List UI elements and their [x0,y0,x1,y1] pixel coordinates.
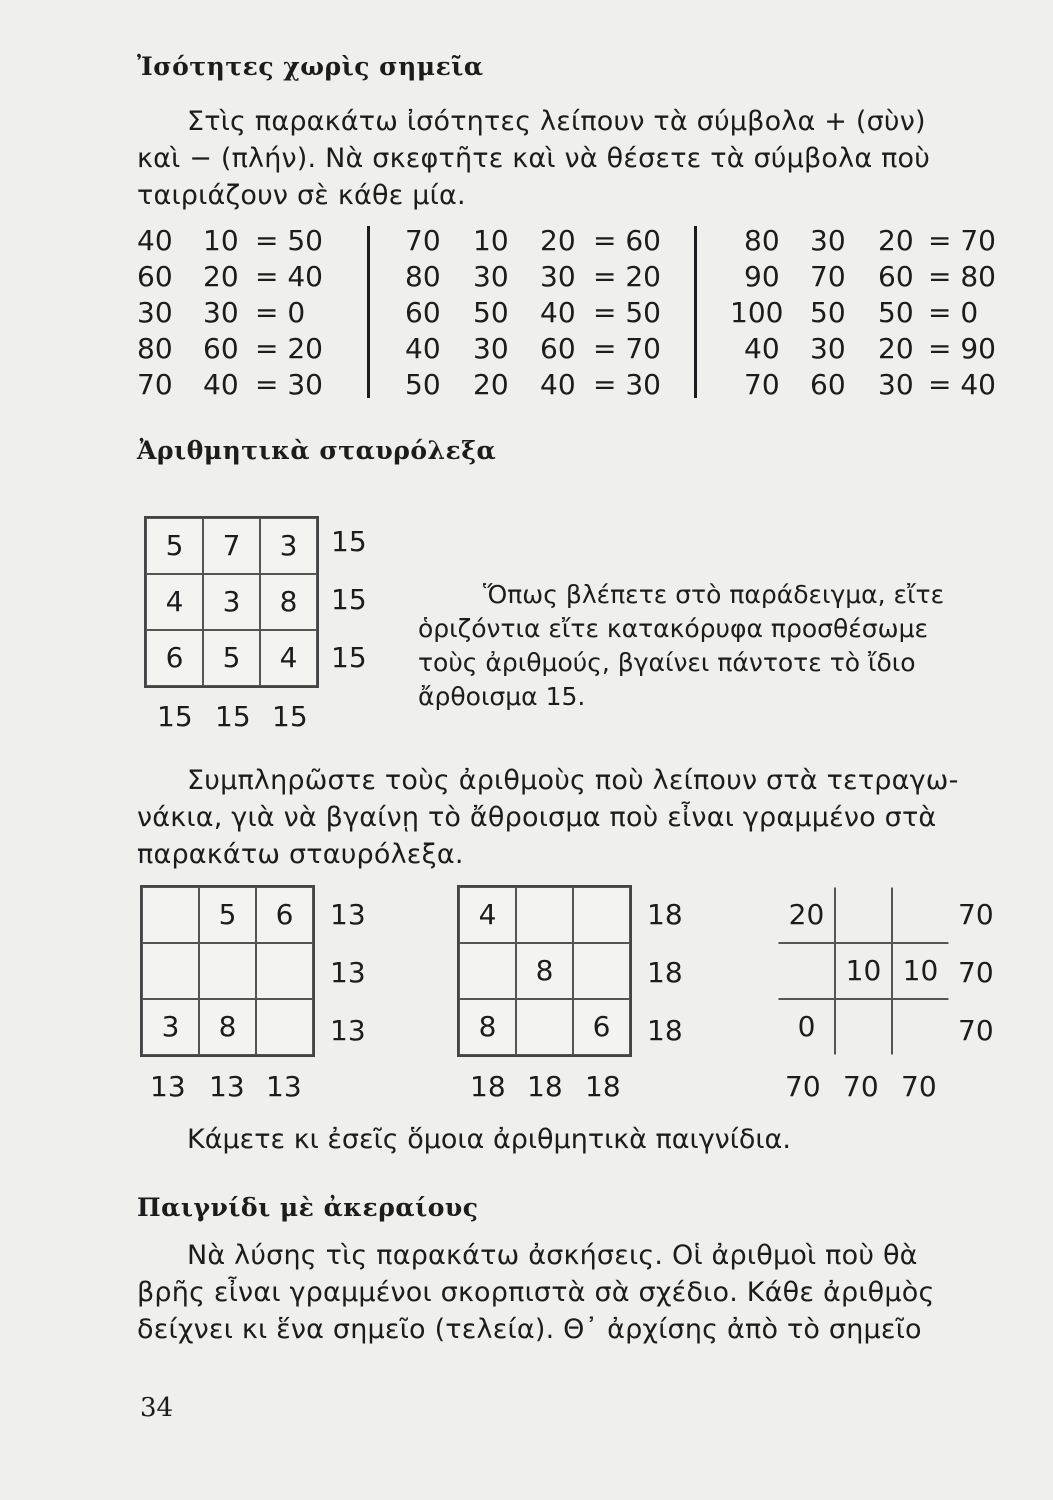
grid-cell[interactable]: 0 [778,999,835,1055]
grid-cell[interactable] [256,943,313,999]
row-sum: 15 [331,641,367,674]
column-sum: 13 [150,1070,186,1103]
grid-cell[interactable] [835,887,892,943]
section-heading-crosswords: Ἀριθμητικὰ σταυρόλεξα [137,436,497,465]
grid-cell[interactable]: 3 [142,999,199,1055]
grid-cell[interactable] [199,943,256,999]
crossword-instruction [137,762,1005,873]
column-sum: 15 [272,700,308,733]
puzzle-grid-1 [140,885,315,1057]
grid-cell[interactable] [573,887,630,943]
row-sum: 15 [331,583,367,616]
grid-cell: 5 [203,630,260,686]
explanation-line: ὁριζόντια εἴτε κατακόρυφα προσθέσωμε [418,614,928,643]
row-sum: 18 [647,956,683,989]
grid-cell[interactable] [142,887,199,943]
grid-cell: 3 [260,518,317,574]
row-sum: 70 [958,956,994,989]
closing-sentence: Κάμετε κι ἐσεῖς ὅμοια ἀριθμητικὰ παιγνίδια. [187,1124,791,1155]
integers-line: δείχνει κι ἕνα σημεῖο (τελεία). Θ᾽ ἀρχίσης ἀπὸ τὸ σημεῖο [137,1314,922,1345]
grid-cell: 7 [203,518,260,574]
grid-cell[interactable]: 10 [835,943,892,999]
intro-line-2: καὶ − (πλήν). Νὰ σκεφτῆτε καὶ νὰ θέσετε τὰ σύμβολα ποὺ [137,143,931,174]
grid-cell[interactable] [778,943,835,999]
column-sum: 70 [901,1070,937,1103]
row-sum: 13 [330,1014,366,1047]
grid-cell[interactable]: 4 [459,887,516,943]
grid-cell: 6 [146,630,203,686]
grid-cell[interactable] [892,999,949,1055]
row-sum: 13 [330,898,366,931]
column-sum: 13 [209,1070,245,1103]
row-sum: 15 [331,525,367,558]
grid-cell: 5 [146,518,203,574]
grid-cell[interactable] [256,999,313,1055]
column-sum: 15 [215,700,251,733]
row-sum: 13 [330,956,366,989]
instruction-line: Συμπληρῶστε τοὺς ἀριθμοὺς ποὺ λείπουν στὰ τετραγω- [187,765,959,796]
column-sum: 13 [266,1070,302,1103]
explanation-line: τοὺς ἀριθμούς, βγαίνει πάντοτε τὸ ἴδιο [418,648,916,677]
column-sum: 70 [785,1070,821,1103]
row-sum: 70 [958,1014,994,1047]
grid-cell: 3 [203,574,260,630]
grid-cell[interactable]: 6 [256,887,313,943]
grid-cell[interactable] [142,943,199,999]
grid-cell[interactable]: 8 [516,943,573,999]
example-crossword-grid [144,516,319,688]
column-sum: 18 [585,1070,621,1103]
integers-line: Νὰ λύσης τὶς παρακάτω ἀσκήσεις. Οἱ ἀριθμοὶ ποὺ θὰ [187,1240,918,1271]
grid-cell[interactable] [516,887,573,943]
column-sum: 70 [843,1070,879,1103]
column-sum: 15 [157,700,193,733]
grid-cell[interactable]: 10 [892,943,949,999]
page-number: 34 [140,1393,174,1423]
grid-cell[interactable] [835,999,892,1055]
row-sum: 18 [647,898,683,931]
column-sum: 18 [470,1070,506,1103]
grid-cell[interactable]: 6 [573,999,630,1055]
grid-cell: 4 [260,630,317,686]
example-explanation [418,578,944,714]
section-heading-equalities: Ἰσότητες χωρὶς σημεῖα [137,52,484,81]
grid-cell[interactable] [516,999,573,1055]
intro-line-3: ταιριάζουν σὲ κάθε μία. [137,180,466,211]
integers-intro [137,1237,1005,1348]
grid-cell[interactable] [892,887,949,943]
grid-cell[interactable]: 8 [459,999,516,1055]
section-heading-integers: Παιγνίδι μὲ ἀκεραίους [137,1193,479,1222]
grid-cell[interactable] [459,943,516,999]
grid-cell: 8 [260,574,317,630]
explanation-line: ἄρθοισμα 15. [418,682,586,711]
integers-line: βρῆς εἶναι γραμμένοι σκορπιστὰ σὰ σχέδιο. Κάθε ἀριθμὸς [137,1277,935,1308]
puzzle-grid-2 [457,885,632,1057]
column-divider [694,226,697,398]
column-divider [367,226,370,398]
grid-cell[interactable] [573,943,630,999]
grid-cell: 4 [146,574,203,630]
row-sum: 18 [647,1014,683,1047]
grid-cell[interactable]: 20 [778,887,835,943]
equalities-intro [137,103,1005,214]
grid-cell[interactable]: 5 [199,887,256,943]
grid-cell[interactable]: 8 [199,999,256,1055]
intro-line-1: Στὶς παρακάτω ἰσότητες λείπουν τὰ σύμβολα + (σὺν) [187,106,926,137]
puzzle-grid-3 [776,885,951,1057]
instruction-line: παρακάτω σταυρόλεξα. [137,839,464,870]
column-sum: 18 [527,1070,563,1103]
row-sum: 70 [958,898,994,931]
instruction-line: νάκια, γιὰ νὰ βγαίνῃ τὸ ἄθροισμα ποὺ εἶναι γραμμένο στὰ [137,802,937,833]
explanation-line: Ὅπως βλέπετε στὸ παράδειγμα, εἴτε [483,580,945,609]
